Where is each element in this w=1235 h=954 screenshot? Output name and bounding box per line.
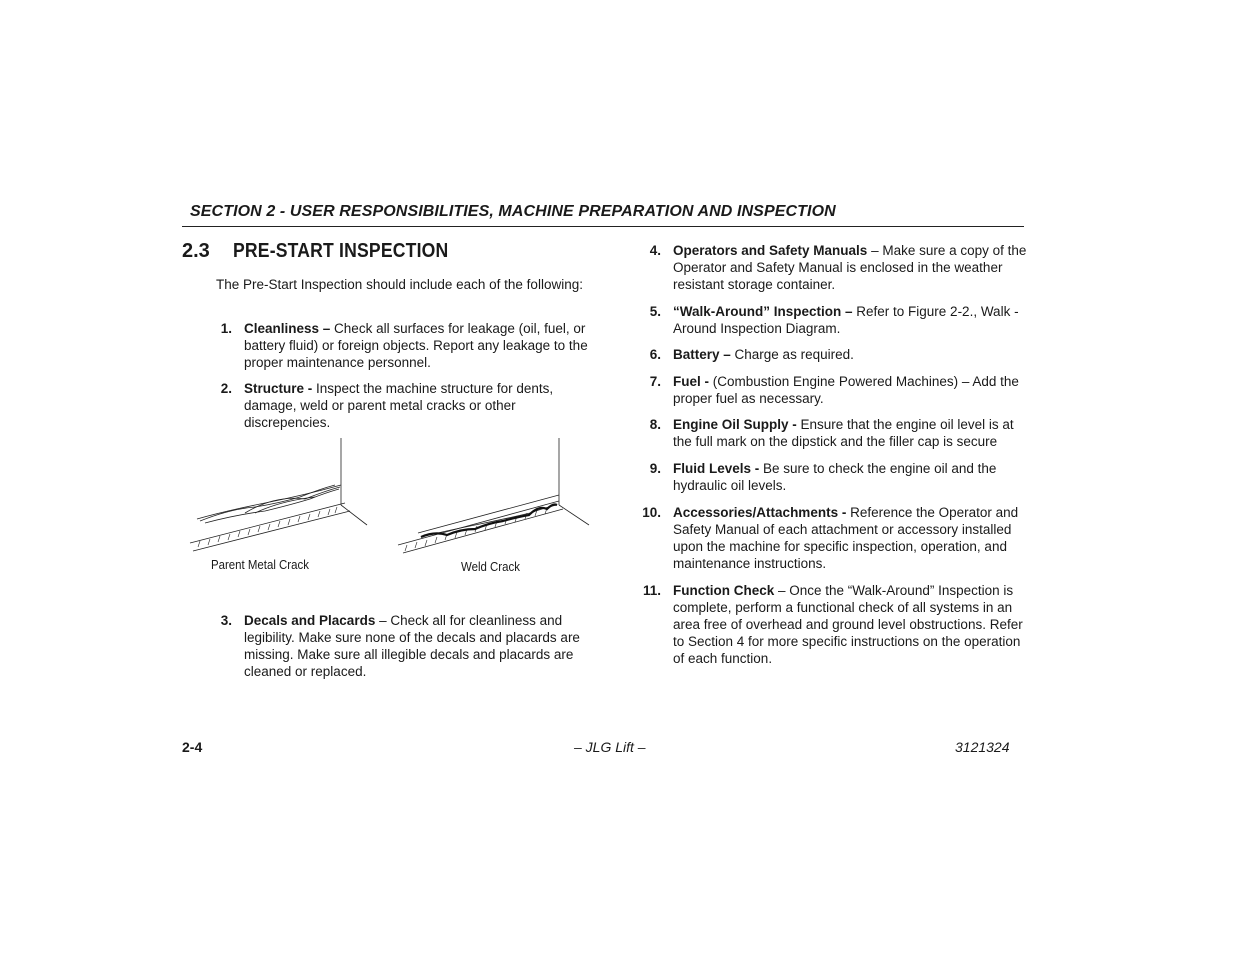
item-term: Structure - [244,381,313,396]
page-number: 2-4 [182,739,203,755]
item-number: 5. [649,304,661,319]
crack-figure [185,433,600,583]
item-number: 7. [649,374,661,389]
item-body [244,612,600,680]
parent-metal-crack-label: Parent Metal Crack [211,557,309,572]
item-body [673,416,1028,450]
item-body [673,504,1028,572]
item-number: 1. [220,321,232,336]
item-number: 6. [649,347,661,362]
item-term: “Walk-Around” Inspection – [673,304,853,319]
item-term: Engine Oil Supply - [673,417,797,432]
item-body [244,380,600,431]
header-divider [182,226,1024,227]
weld-crack-label: Weld Crack [461,559,520,574]
item-body [673,346,1028,363]
item-term: Cleanliness – [244,321,331,336]
item-body [673,303,1028,337]
footer-brand: – JLG Lift – [574,739,646,755]
item-text: Refer to Figure 2-2., Walk - Around Inspection Diagram. [673,304,1019,336]
heading-title: PRE-START INSPECTION [233,240,449,262]
item-term: Battery – [673,347,731,362]
item-text: Reference the Operator and Safety Manual of each attachment or accessory installed upon the machine for specific inspection, operation, and maintenance instructions. [673,505,1019,571]
item-text: Check all surfaces for leakage (oil, fuel, or battery fluid) or foreign objects. Report any leakage to the proper maintenance personnel. [244,321,588,370]
item-text: – Check all for cleanliness and legibility. Make sure none of the decals and placards are missing. Make sure all illegible decals and placards are cleaned or replaced. [244,613,580,679]
item-text: – Make sure a copy of the Operator and Safety Manual is enclosed in the weather resistant storage container. [673,243,1027,292]
item-number: 8. [649,417,661,432]
item-term: Decals and Placards [244,613,376,628]
item-body [673,582,1028,667]
intro-paragraph: The Pre-Start Inspection should include each of the following: [216,277,583,292]
item-term: Function Check [673,583,775,598]
item-body [673,242,1028,293]
item-number: 9. [649,461,661,476]
item-number: 3. [220,613,232,628]
item-term: Operators and Safety Manuals [673,243,868,258]
item-term: Accessories/Attachments - [673,505,847,520]
item-number: 2. [220,381,232,396]
document-number: 3121324 [955,739,1010,755]
item-body [673,373,1028,407]
item-body [244,320,600,371]
item-term: Fuel - [673,374,709,389]
item-number: 11. [642,583,661,598]
item-text: – Once the “Walk-Around” Inspection is complete, perform a functional check of all systems in an area free of overhead and ground level obstructions. Refer to Section 4 for more specific instructions on the operation of each function. [673,583,1023,666]
item-body [673,460,1028,494]
heading-number: 2.3 [182,240,210,262]
item-text: Inspect the machine structure for dents, damage, weld or parent metal cracks or other discrepencies. [244,381,554,430]
item-number: 4. [649,243,661,258]
item-text: (Combustion Engine Powered Machines) – Add the proper fuel as necessary. [673,374,1019,406]
item-text: Charge as required. [730,347,854,362]
item-term: Fluid Levels - [673,461,760,476]
item-text: Be sure to check the engine oil and the hydraulic oil levels. [673,461,997,493]
item-number: 10. [642,505,661,520]
item-text: Ensure that the engine oil level is at the full mark on the dipstick and the filler cap is secure [673,417,1014,449]
section-header: SECTION 2 - USER RESPONSIBILITIES, MACHINE PREPARATION AND INSPECTION [190,203,836,220]
